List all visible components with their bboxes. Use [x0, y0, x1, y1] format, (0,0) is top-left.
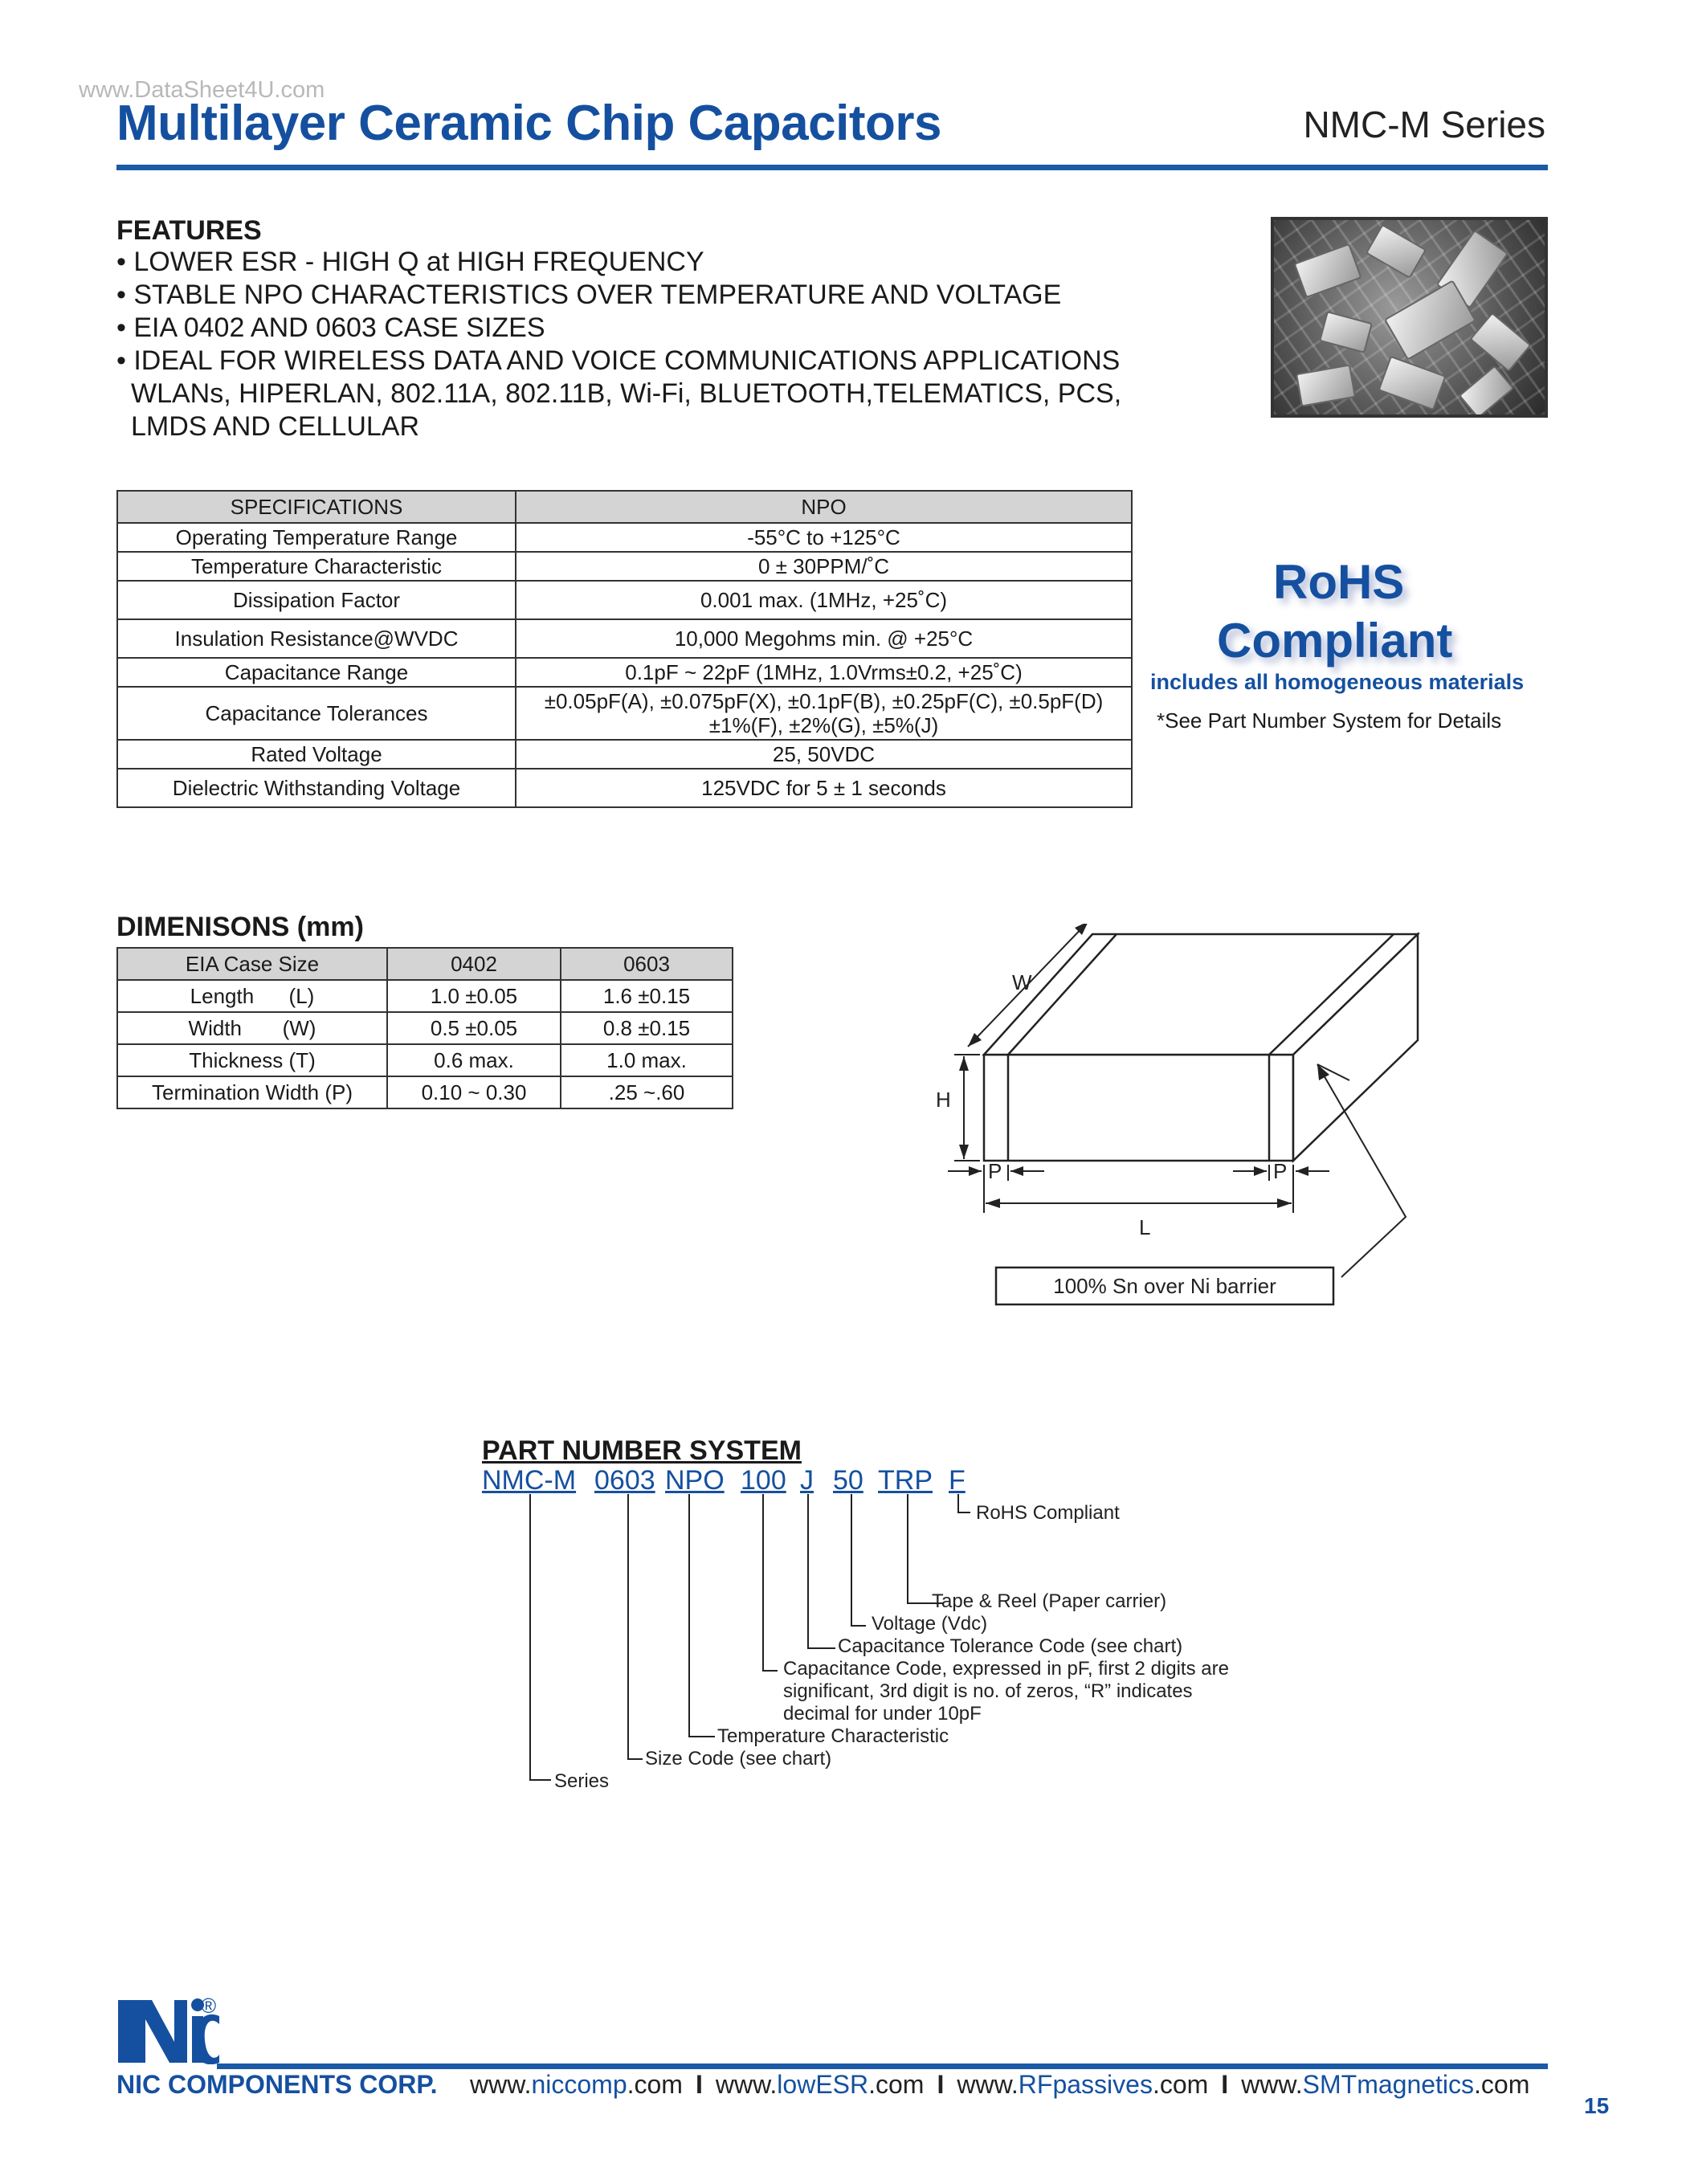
pn-label-size: Size Code (see chart): [645, 1748, 832, 1770]
pn-code-voltage: 50: [833, 1465, 863, 1496]
link-niccomp[interactable]: www.niccomp.com: [470, 2070, 683, 2099]
pn-code-size: 0603: [594, 1465, 655, 1496]
dim-value: 0.8 ±0.15: [561, 1012, 733, 1044]
pn-code-tolerance: J: [800, 1465, 814, 1496]
dim-value: 1.0 ±0.05: [387, 980, 561, 1012]
pn-label-rohs: RoHS Compliant: [976, 1502, 1120, 1524]
pn-code-capacitance: 100: [741, 1465, 786, 1496]
table-row: [117, 581, 1132, 619]
dim-header: 0402: [387, 948, 561, 980]
table-row: [117, 980, 733, 1012]
part-number-heading: PART NUMBER SYSTEM: [482, 1435, 802, 1466]
footer-rule: [217, 2064, 1548, 2069]
spec-label: Insulation Resistance@WVDC: [117, 619, 516, 658]
link-separator: I: [695, 2070, 703, 2099]
p-label-left: P: [988, 1159, 1002, 1183]
pn-label-temp: Temperature Characteristic: [717, 1725, 949, 1747]
table-row: [117, 1012, 733, 1044]
spec-header-npo: NPO: [516, 491, 1132, 523]
pn-code-packaging: TRP: [878, 1465, 933, 1496]
spec-value: 25, 50VDC: [516, 740, 1132, 769]
dim-label: Length (L): [117, 980, 387, 1012]
dimensions-table: [116, 947, 733, 1109]
table-row: [117, 687, 1132, 740]
pn-code-rohs: F: [949, 1465, 966, 1496]
spec-value: 0.001 max. (1MHz, +25˚C): [516, 581, 1132, 619]
product-photo: [1271, 217, 1548, 418]
spec-label: Dissipation Factor: [117, 581, 516, 619]
page-title: Multilayer Ceramic Chip Capacitors: [116, 96, 941, 151]
dim-label: Width (W): [117, 1012, 387, 1044]
registered-mark: ®: [201, 1994, 217, 2018]
link-smtmagnetics[interactable]: www.SMTmagnetics.com: [1241, 2070, 1530, 2099]
spec-value: 10,000 Megohms min. @ +25°C: [516, 619, 1132, 658]
link-separator: I: [937, 2070, 945, 2099]
spec-value: 0 ± 30PPM/˚C: [516, 552, 1132, 581]
table-row: [117, 769, 1132, 807]
features-list: [116, 246, 1121, 443]
rohs-compliant: Compliant: [1217, 614, 1453, 667]
spec-label: Operating Temperature Range: [117, 523, 516, 552]
dim-label: Thickness (T): [117, 1044, 387, 1076]
feature-item: • LOWER ESR - HIGH Q at HIGH FREQUENCY: [116, 247, 704, 277]
spec-value: -55°C to +125°C: [516, 523, 1132, 552]
spec-header-specifications: SPECIFICATIONS: [117, 491, 516, 523]
pn-label-capacitance-line: Capacitance Code, expressed in pF, first 2 digits are: [783, 1658, 1229, 1680]
spec-value: 0.1pF ~ 22pF (1MHz, 1.0Vrms±0.2, +25˚C): [516, 658, 1132, 687]
w-label: W: [1012, 970, 1032, 994]
header-rule: [116, 165, 1548, 170]
dim-value: .25 ~.60: [561, 1076, 733, 1108]
h-label: H: [936, 1088, 951, 1112]
table-row: [117, 523, 1132, 552]
feature-item: • EIA 0402 AND 0603 CASE SIZES: [116, 312, 545, 343]
dim-value: 1.0 max.: [561, 1044, 733, 1076]
table-row: [117, 619, 1132, 658]
spec-label: Dielectric Withstanding Voltage: [117, 769, 516, 807]
specifications-table: [116, 490, 1133, 808]
l-label: L: [1139, 1215, 1151, 1239]
feature-item: • IDEAL FOR WIRELESS DATA AND VOICE COMMUNICATIONS APPLICATIONS: [116, 345, 1121, 376]
link-rfpassives[interactable]: www.RFpassives.com: [957, 2070, 1209, 2099]
dim-value: 0.10 ~ 0.30: [387, 1076, 561, 1108]
spec-value: [516, 687, 1132, 740]
chip-dimension-diagram: [924, 924, 1454, 1309]
company-name: NIC COMPONENTS CORP.: [116, 2070, 438, 2099]
pn-label-tolerance: Capacitance Tolerance Code (see chart): [838, 1635, 1183, 1657]
pn-label-capacitance-line: significant, 3rd digit is no. of zeros, “R” indicates: [783, 1680, 1193, 1702]
features-heading: FEATURES: [116, 215, 262, 246]
link-separator: I: [1221, 2070, 1229, 2099]
feature-continuation: WLANs, HIPERLAN, 802.11A, 802.11B, Wi-Fi, BLUETOOTH,TELEMATICS, PCS,: [131, 378, 1122, 409]
tolerance-line-1: ±0.05pF(A), ±0.075pF(X), ±0.1pF(B), ±0.25pF(C), ±0.5pF(D): [544, 689, 1104, 713]
feature-item: • STABLE NPO CHARACTERISTICS OVER TEMPERATURE AND VOLTAGE: [116, 280, 1062, 310]
dim-value: 0.5 ±0.05: [387, 1012, 561, 1044]
p-label-right: P: [1273, 1159, 1288, 1183]
table-row: [117, 1076, 733, 1108]
spec-label: Capacitance Range: [117, 658, 516, 687]
feature-continuation: LMDS AND CELLULAR: [131, 411, 420, 442]
pn-label-voltage: Voltage (Vdc): [872, 1613, 988, 1635]
barrier-label: 100% Sn over Ni barrier: [1053, 1274, 1276, 1298]
rohs-subtitle: includes all homogeneous materials: [1150, 670, 1525, 694]
table-row: [117, 1044, 733, 1076]
footer-links: [470, 2070, 1529, 2100]
dimensions-heading: DIMENISONS (mm): [116, 912, 364, 942]
pn-label-series: Series: [554, 1770, 610, 1792]
pn-code-series: NMC-M: [482, 1465, 577, 1496]
page-number: 15: [1584, 2093, 1610, 2118]
rohs-note: *See Part Number System for Details: [1157, 708, 1502, 733]
dim-value: 0.6 max.: [387, 1044, 561, 1076]
link-lowesr[interactable]: www.lowESR.com: [715, 2070, 925, 2099]
watermark: www.DataSheet4U.com: [79, 77, 325, 103]
pn-label-capacitance-line: decimal for under 10pF: [783, 1703, 982, 1725]
dim-label: Termination Width (P): [117, 1076, 387, 1108]
table-row: [117, 658, 1132, 687]
pn-label-tape: Tape & Reel (Paper carrier): [932, 1590, 1167, 1612]
tolerance-line-2: ±1%(F), ±2%(G), ±5%(J): [708, 713, 939, 737]
spec-value: 125VDC for 5 ± 1 seconds: [516, 769, 1132, 807]
table-row: [117, 740, 1132, 769]
series-name: NMC-M Series: [1303, 104, 1545, 145]
dim-header: EIA Case Size: [117, 948, 387, 980]
spec-label: Capacitance Tolerances: [117, 687, 516, 740]
dim-value: 1.6 ±0.15: [561, 980, 733, 1012]
table-row: [117, 552, 1132, 581]
rohs-title: RoHS: [1273, 555, 1405, 609]
spec-label: Rated Voltage: [117, 740, 516, 769]
spec-label: Temperature Characteristic: [117, 552, 516, 581]
dim-header: 0603: [561, 948, 733, 980]
pn-code-temp: NPO: [665, 1465, 725, 1496]
pn-label-capacitance: [783, 1658, 1229, 1725]
